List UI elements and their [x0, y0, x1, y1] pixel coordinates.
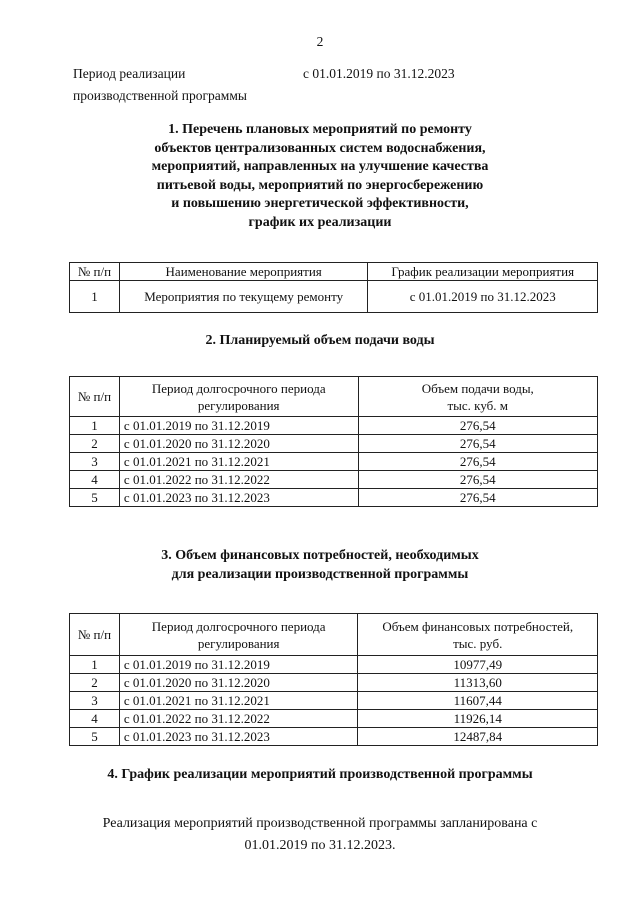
cell-period: с 01.01.2022 по 31.12.2022: [119, 710, 358, 728]
section4-title: [0, 766, 640, 785]
header-line: Период долгосрочного периода: [151, 380, 326, 396]
cell-period: с 01.01.2021 по 31.12.2021: [119, 453, 358, 471]
section2-title-text: 2. Планируемый объем подачи воды: [205, 333, 435, 348]
section2-title: [0, 332, 640, 351]
section4-title-text: 4. График реализации мероприятий производственной программы: [107, 767, 533, 782]
period-value: с 01.01.2019 по 31.12.2023: [303, 66, 455, 81]
header-line: тыс. куб. м: [447, 397, 508, 413]
section1-title-line: мероприятий, направленных на улучшение качества: [151, 159, 489, 174]
cell-number: 4: [70, 471, 120, 489]
cell-period: с 01.01.2019 по 31.12.2019: [119, 656, 358, 674]
section1-title-line: график их реализации: [248, 214, 392, 230]
column-header-activity: Наименование мероприятия: [119, 263, 368, 281]
cell-period: с 01.01.2021 по 31.12.2021: [119, 692, 358, 710]
section4-body-line: 01.01.2019 по 31.12.2023.: [244, 838, 396, 853]
table-row: [70, 417, 598, 435]
table-row: [70, 674, 598, 692]
cell-number: 3: [70, 692, 120, 710]
financial-needs-table: [69, 613, 598, 746]
activities-table: [69, 262, 598, 313]
cell-period: с 01.01.2019 по 31.12.2019: [119, 417, 358, 435]
cell-amount: 11607,44: [358, 692, 598, 710]
column-header-volume: [358, 377, 597, 417]
period-label-line1: Период реализации: [73, 66, 186, 81]
cell-volume: 276,54: [358, 489, 597, 507]
period-label-line2: производственной программы: [73, 88, 247, 103]
table-row: [70, 489, 598, 507]
table-row: [70, 471, 598, 489]
section1-title-line: и повышению энергетической эффективности,: [171, 196, 469, 211]
table-row: [70, 710, 598, 728]
header-line: Объем финансовых потребностей,: [382, 618, 574, 634]
section3-title-line: для реализации производственной программы: [171, 566, 469, 582]
cell-period: с 01.01.2023 по 31.12.2023: [119, 728, 358, 746]
column-header-schedule: График реализации мероприятия: [368, 263, 598, 281]
column-header-period: [119, 377, 358, 417]
section1-title-line: питьевой воды, мероприятий по энергосбережению: [156, 177, 484, 193]
header-line: Объем подачи воды,: [421, 380, 534, 396]
cell-number: 1: [70, 656, 120, 674]
water-supply-table: [69, 376, 598, 507]
column-header-number: № п/п: [70, 263, 120, 281]
cell-schedule: с 01.01.2019 по 31.12.2023: [368, 281, 598, 313]
cell-amount: 11926,14: [358, 710, 598, 728]
cell-volume: 276,54: [358, 435, 597, 453]
section3-title: [0, 547, 640, 584]
cell-number: 1: [70, 281, 120, 313]
cell-number: 2: [70, 435, 120, 453]
table-row: [70, 656, 598, 674]
table-header-row: [70, 377, 598, 417]
table-header-row: [70, 263, 598, 281]
section4-body-line: Реализация мероприятий производственной программы запланирована с: [102, 816, 538, 831]
cell-period: с 01.01.2020 по 31.12.2020: [119, 435, 358, 453]
table-header-row: [70, 614, 598, 656]
section1-title-line: 1. Перечень плановых мероприятий по ремонту: [168, 122, 472, 137]
cell-amount: 11313,60: [358, 674, 598, 692]
table-row: [70, 281, 598, 313]
cell-volume: 276,54: [358, 453, 597, 471]
table-row: [70, 692, 598, 710]
column-header-period: [119, 614, 358, 656]
header-line: Период долгосрочного периода: [151, 618, 326, 634]
column-header-number: № п/п: [70, 377, 120, 417]
section1-title: [0, 121, 640, 232]
header-line: регулирования: [197, 397, 280, 413]
cell-number: 2: [70, 674, 120, 692]
cell-number: 3: [70, 453, 120, 471]
cell-number: 1: [70, 417, 120, 435]
period-label: [73, 63, 293, 107]
cell-amount: 12487,84: [358, 728, 598, 746]
cell-period: с 01.01.2022 по 31.12.2022: [119, 471, 358, 489]
cell-number: 5: [70, 728, 120, 746]
cell-activity: Мероприятия по текущему ремонту: [119, 281, 368, 313]
section4-body: [0, 813, 640, 857]
cell-volume: 276,54: [358, 471, 597, 489]
header-line: регулирования: [197, 635, 280, 651]
table-row: [70, 435, 598, 453]
page-number: 2: [316, 34, 324, 49]
header-line: тыс. руб.: [453, 635, 503, 651]
cell-period: с 01.01.2023 по 31.12.2023: [119, 489, 358, 507]
cell-number: 5: [70, 489, 120, 507]
section3-title-line: 3. Объем финансовых потребностей, необходимых: [161, 548, 479, 563]
column-header-number: № п/п: [70, 614, 120, 656]
table-row: [70, 453, 598, 471]
section1-title-line: объектов централизованных систем водоснабжения,: [154, 140, 486, 156]
cell-period: с 01.01.2020 по 31.12.2020: [119, 674, 358, 692]
column-header-financial: [358, 614, 598, 656]
cell-number: 4: [70, 710, 120, 728]
cell-amount: 10977,49: [358, 656, 598, 674]
cell-volume: 276,54: [358, 417, 597, 435]
table-row: [70, 728, 598, 746]
